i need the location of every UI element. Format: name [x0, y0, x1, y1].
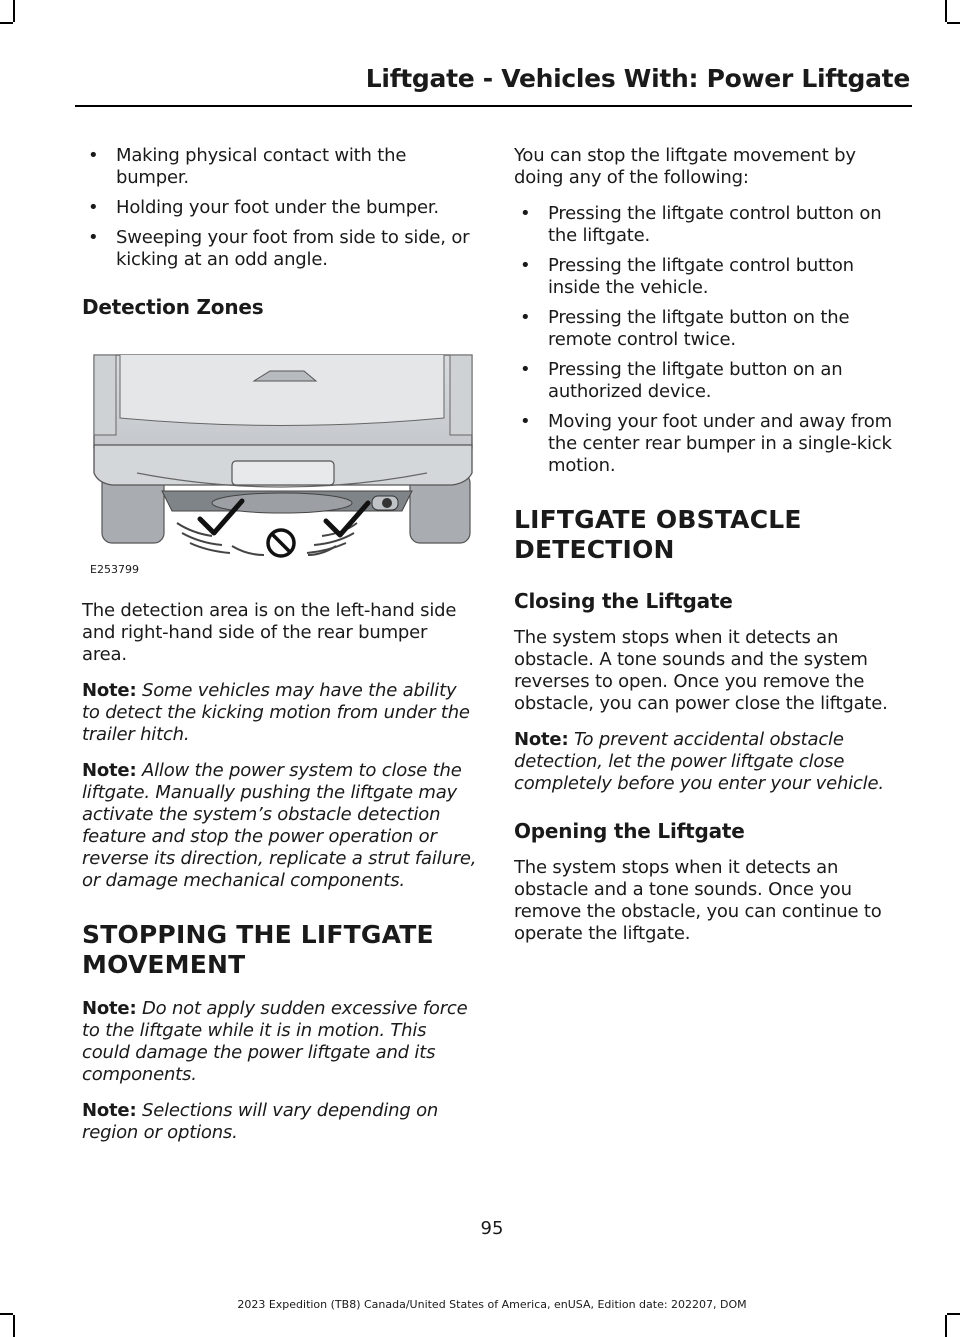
opening-paragraph: The system stops when it detects an obstacle and a tone sounds. Once you remove the obstacle, you can continue to operate the liftgate.: [514, 857, 882, 944]
figure-code: E253799: [90, 563, 139, 576]
detection-zones-heading: Detection Zones: [82, 295, 264, 319]
list-item: • Holding your foot under the bumper.: [82, 197, 477, 219]
list-item: • Pressing the liftgate control button inside the vehicle.: [514, 255, 910, 299]
crop-mark: [947, 22, 960, 24]
note: [82, 998, 477, 1086]
list-item: • Pressing the liftgate control button on the liftgate.: [514, 203, 910, 247]
note-text: Do not apply sudden excessive force to the liftgate while it is in motion. This could damage the power liftgate and its components.: [82, 998, 468, 1085]
note-text: Allow the power system to close the liftgate. Manually pushing the liftgate may activate the system’s obstacle detection feature and stop the power operation or reverse its direction, replicate a strut failure, or damage mechanical components.: [82, 760, 477, 891]
left-column: [82, 145, 477, 1158]
page-title: Liftgate - Vehicles With: Power Liftgate: [365, 64, 910, 93]
crop-mark: [947, 1313, 960, 1315]
page-number: 95: [480, 1218, 504, 1239]
list-item: • Sweeping your foot from side to side, or kicking at an odd angle.: [82, 227, 477, 271]
crop-mark: [13, 0, 15, 22]
note-label: Note:: [514, 729, 569, 750]
crop-mark: [0, 1313, 13, 1315]
note-label: Note:: [82, 760, 137, 781]
crop-mark: [945, 1315, 947, 1337]
crop-mark: [945, 0, 947, 22]
header-divider: [75, 105, 912, 107]
section-heading-line: DETECTION: [514, 535, 675, 564]
intro-paragraph: You can stop the liftgate movement by doing any of the following:: [514, 145, 856, 188]
crop-mark: [0, 22, 13, 24]
note-text: Selections will vary depending on region or options.: [82, 1100, 439, 1143]
crop-mark: [13, 1315, 15, 1337]
note: [514, 729, 910, 795]
right-column: [514, 145, 910, 959]
note-label: Note:: [82, 1100, 137, 1121]
bullet-list: [514, 203, 910, 477]
section-heading: [514, 505, 910, 565]
detection-zones-figure: [82, 333, 477, 578]
note: [82, 760, 477, 892]
footer-text: 2023 Expedition (TB8) Canada/United States of America, enUSA, Edition date: 202207, DOM: [237, 1298, 747, 1311]
note-label: Note:: [82, 680, 137, 701]
section-heading: [82, 920, 477, 980]
note-label: Note:: [82, 998, 137, 1019]
note: [82, 1100, 477, 1144]
closing-paragraph: The system stops when it detects an obstacle. A tone sounds and the system reverses to open. Once you remove the obstacle, you can power close the liftgate.: [514, 627, 888, 714]
note-text: Some vehicles may have the ability to detect the kicking motion from under the trailer hitch.: [82, 680, 470, 745]
note-text: To prevent accidental obstacle detection, let the power liftgate close completely before you enter your vehicle.: [514, 729, 884, 794]
opening-heading: Opening the Liftgate: [514, 819, 745, 843]
closing-heading: Closing the Liftgate: [514, 589, 733, 613]
detection-paragraph: The detection area is on the left-hand side and right-hand side of the rear bumper area.: [82, 600, 457, 665]
list-item: • Pressing the liftgate button on the remote control twice.: [514, 307, 910, 351]
note: [82, 680, 477, 746]
section-heading-line: MOVEMENT: [82, 950, 246, 979]
vehicle-rear-illustration: [82, 333, 477, 578]
list-item: • Pressing the liftgate button on an authorized device.: [514, 359, 910, 403]
bullet-list: [82, 145, 477, 271]
section-heading-line: STOPPING THE LIFTGATE: [82, 920, 434, 949]
list-item: • Moving your foot under and away from the center rear bumper in a single-kick motion.: [514, 411, 910, 477]
list-item: • Making physical contact with the bumper.: [82, 145, 477, 189]
section-heading-line: LIFTGATE OBSTACLE: [514, 505, 802, 534]
